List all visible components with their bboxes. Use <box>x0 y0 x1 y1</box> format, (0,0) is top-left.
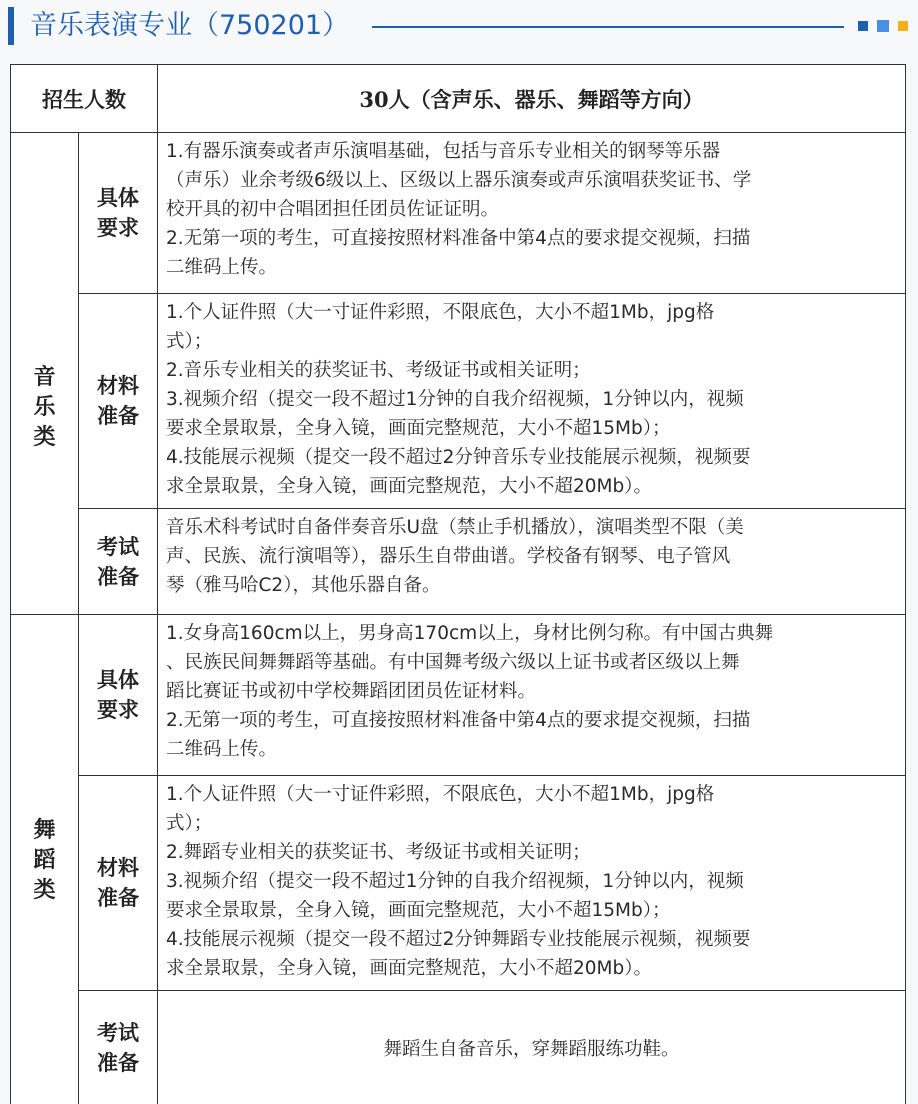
dance-mat-line: 4.技能展示视频（提交一段不超过2分钟舞蹈专业技能展示视频，视频要 <box>166 929 751 950</box>
music-exam-line: 音乐术科考试时自备伴奏音乐U盘（禁止手机播放），演唱类型不限（美 <box>166 517 744 538</box>
dance-req-line: 、民族民间舞舞蹈等基础。有中国舞考级六级以上证书或者区级以上舞 <box>166 652 740 673</box>
header-accent-bar <box>8 7 14 45</box>
dance-exam-content <box>157 990 906 1104</box>
music-req-line: 2.无第一项的考生，可直接按照材料准备中第4点的要求提交视频，扫描 <box>166 228 751 249</box>
dance-mat-label-cell <box>78 775 157 990</box>
music-category-cell <box>10 132 78 680</box>
music-exam-line: 声、民族、流行演唱等），器乐生自带曲谱。学校备有钢琴、电子管风 <box>166 546 731 567</box>
dance-mat-line: 1.个人证件照（大一寸证件彩照，不限底色，大小不超1Mb，jpg格 <box>166 784 715 805</box>
music-exam-content <box>157 508 906 614</box>
music-category-label: 音乐类 <box>33 363 56 450</box>
music-req-label-cell <box>78 132 157 293</box>
dance-req-content <box>157 614 906 775</box>
dance-mat-line: 要求全景取景，全身入镜，画面完整规范，大小不超15Mb）； <box>166 900 671 921</box>
dance-mat-line: 式）； <box>166 813 213 834</box>
music-mat-content <box>157 293 906 508</box>
music-mat-label-cell <box>78 293 157 508</box>
music-mat-line: 式）； <box>166 331 213 352</box>
enroll-value: 30人（含声乐、器乐、舞蹈等方向） <box>359 86 704 112</box>
music-req-label: 具体要求 <box>97 185 139 240</box>
music-mat-line: 3.视频介绍（提交一段不超过1分钟的自我介绍视频，1分钟以内，视频 <box>166 389 744 410</box>
music-mat-line: 1.个人证件照（大一寸证件彩照，不限底色，大小不超1Mb，jpg格 <box>166 302 715 323</box>
decor-square-icon <box>858 21 868 31</box>
section-title: 音乐表演专业（750201） <box>30 10 350 41</box>
dance-req-line: 2.无第一项的考生，可直接按照材料准备中第4点的要求提交视频，扫描 <box>166 710 751 731</box>
music-mat-line: 求全景取景，全身入镜，画面完整规范，大小不超20Mb）。 <box>166 476 652 497</box>
dance-req-label: 具体要求 <box>97 667 139 722</box>
dance-mat-line: 求全景取景，全身入镜，画面完整规范，大小不超20Mb）。 <box>166 958 652 979</box>
music-req-line: 二维码上传。 <box>166 257 278 278</box>
section-header <box>0 0 918 52</box>
music-req-line: （声乐）业余考级6级以上、区级以上器乐演奏或声乐演唱获奖证书、学 <box>166 170 752 191</box>
decor-square-icon <box>877 20 889 32</box>
enroll-label-cell <box>10 64 157 132</box>
header-rule <box>372 26 844 28</box>
music-req-content <box>157 132 906 293</box>
dance-exam-label: 考试准备 <box>97 1019 139 1075</box>
enroll-label: 招生人数 <box>42 86 126 112</box>
music-mat-line: 要求全景取景，全身入镜，画面完整规范，大小不超15Mb）； <box>166 418 671 439</box>
admission-table <box>10 64 906 1104</box>
music-req-line: 校开具的初中合唱团担任团员佐证证明。 <box>166 199 500 220</box>
enroll-value-cell <box>157 64 906 132</box>
dance-req-line: 1.女身高160cm以上，男身高170cm以上，身材比例匀称。有中国古典舞 <box>166 623 774 644</box>
dance-req-label-cell <box>78 614 157 775</box>
music-mat-line: 2.音乐专业相关的获奖证书、考级证书或相关证明； <box>166 360 591 381</box>
dance-mat-label: 材料准备 <box>97 855 139 910</box>
dance-req-line: 二维码上传。 <box>166 739 278 760</box>
music-mat-line: 4.技能展示视频（提交一段不超过2分钟音乐专业技能展示视频，视频要 <box>166 447 751 468</box>
dance-mat-line: 3.视频介绍（提交一段不超过1分钟的自我介绍视频，1分钟以内，视频 <box>166 871 744 892</box>
music-exam-label-cell <box>78 508 157 614</box>
music-exam-line: 琴（雅马哈C2），其他乐器自备。 <box>166 575 441 596</box>
dance-exam-text: 舞蹈生自备音乐，穿舞蹈服练功鞋。 <box>383 1038 680 1060</box>
music-req-line: 1.有器乐演奏或者声乐演唱基础，包括与音乐专业相关的钢琴等乐器 <box>166 141 721 162</box>
decor-square-icon <box>898 21 908 31</box>
dance-req-line: 蹈比赛证书或初中学校舞蹈团团员佐证材料。 <box>166 681 537 702</box>
music-mat-label: 材料准备 <box>97 373 139 428</box>
music-exam-label: 考试准备 <box>97 533 139 589</box>
dance-category-cell <box>10 614 78 1104</box>
dance-category-label: 舞蹈类 <box>33 816 56 903</box>
dance-mat-line: 2.舞蹈专业相关的获奖证书、考级证书或相关证明； <box>166 842 591 863</box>
dance-exam-label-cell <box>78 990 157 1104</box>
dance-mat-content <box>157 775 906 990</box>
